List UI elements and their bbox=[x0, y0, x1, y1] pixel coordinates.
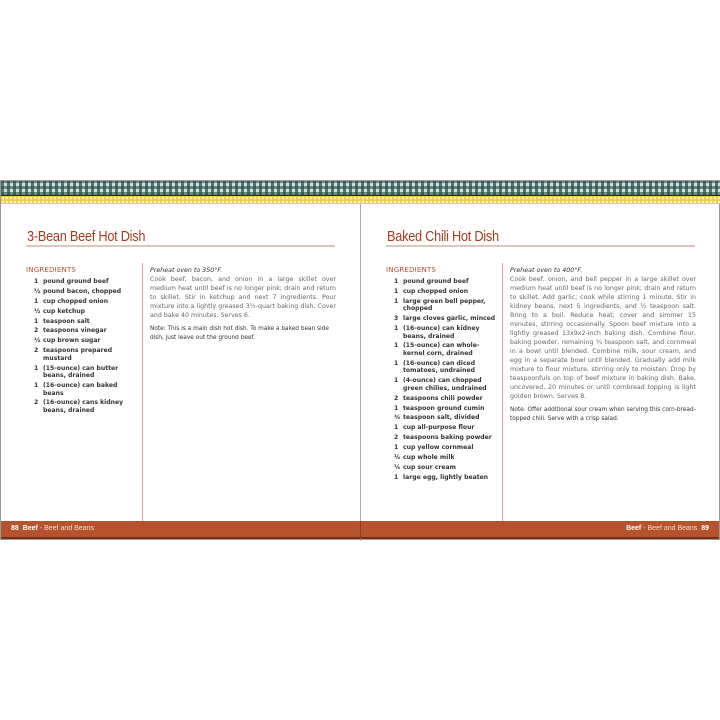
preheat-text: Preheat oven to 350°F. bbox=[150, 267, 223, 274]
page-right bbox=[361, 204, 720, 521]
ingredient-text: cup chopped onion bbox=[43, 297, 109, 305]
ingredient-quantity: ¼ bbox=[394, 463, 401, 471]
ingredient-item bbox=[394, 377, 496, 392]
ingredient-item bbox=[394, 288, 496, 296]
ingredient-quantity: 1 bbox=[394, 377, 399, 385]
footer-divider bbox=[360, 521, 361, 539]
ingredients-heading: INGREDIENTS bbox=[386, 266, 437, 274]
preheat-text: Preheat oven to 400°F. bbox=[510, 267, 583, 274]
recipe-title: 3-Bean Beef Hot Dish bbox=[27, 228, 146, 245]
page-number: 89 bbox=[701, 525, 709, 532]
ingredient-item bbox=[394, 454, 496, 462]
recipe-title: Baked Chili Hot Dish bbox=[387, 228, 499, 245]
ingredient-text: cup whole milk bbox=[403, 453, 455, 461]
ingredient-quantity: 1 bbox=[394, 297, 399, 305]
ingredient-item bbox=[394, 434, 496, 442]
ingredient-item bbox=[34, 337, 136, 345]
ingredient-text: teaspoons prepared mustard bbox=[43, 347, 113, 362]
ingredient-item bbox=[394, 405, 496, 413]
ingredients-heading: INGREDIENTS bbox=[26, 266, 77, 274]
ingredient-text: large egg, lightly beaten bbox=[403, 473, 489, 481]
ingredient-item bbox=[34, 308, 136, 316]
ingredient-item bbox=[34, 288, 136, 296]
section-name: Beef bbox=[626, 525, 642, 532]
ingredient-text: pound ground beef bbox=[403, 278, 469, 285]
ingredient-text: cup ketchup bbox=[43, 307, 86, 315]
ingredient-text: teaspoons vinegar bbox=[43, 327, 107, 335]
ingredient-quantity: ½ bbox=[34, 337, 41, 345]
ingredient-quantity: 1 bbox=[394, 424, 399, 432]
ingredient-quantity: 1 bbox=[34, 364, 39, 372]
ingredient-text: pound ground beef bbox=[43, 278, 109, 285]
ingredient-text: large green bell pepper, chopped bbox=[403, 297, 486, 313]
ingredient-quantity: 2 bbox=[34, 327, 39, 335]
ingredient-item bbox=[34, 365, 136, 380]
ingredient-item bbox=[394, 298, 496, 313]
ingredient-item bbox=[34, 298, 136, 306]
ingredient-text: (16-ounce) can baked beans bbox=[43, 382, 118, 397]
ingredient-quantity: 2 bbox=[394, 434, 399, 442]
method-text: Cook beef, onion, and bell pepper in a large skillet over medium heat until beef is no longer pink; drain and return to skillet. Add garlic; cook while stirring 1 minute. Stir in kidney beans, next 5 ingredients, and ½ teaspoon salt. Bring to a boil. Reduce heat; cover and simmer 15 minutes, stirring occasionally. Spoon beef mixture into a lightly greased 13x9x2-inch baking dish. Combine flour, baking powder, remaining ¼ teaspoon salt, and cornmeal in a bowl until blended. Combine milk, sour cream, and egg in a separate bowl until blended. Gradually add milk mixture to flour mixture, stirring only to moisten. Drop by teaspoonfuls on top of beef mixture in baking dish. Bake, uncovered, 20 minutes or until cornbread topping is light golden brown. Serves 8. bbox=[510, 276, 696, 400]
ingredient-text: cup brown sugar bbox=[43, 337, 101, 345]
ingredient-quantity: ¾ bbox=[394, 414, 401, 422]
ingredient-quantity: ¼ bbox=[394, 453, 401, 461]
gingham-border bbox=[1, 181, 720, 196]
dotted-border bbox=[1, 196, 720, 204]
ingredient-quantity: ½ bbox=[34, 287, 41, 295]
ingredient-text: teaspoon ground cumin bbox=[403, 404, 485, 412]
ingredient-item bbox=[394, 315, 496, 323]
page-number: 88 bbox=[11, 525, 19, 532]
ingredient-quantity: 2 bbox=[34, 399, 39, 407]
ingredient-text: (4-ounce) can chopped green chilies, undrained bbox=[403, 377, 487, 392]
cookbook-spread bbox=[0, 180, 720, 540]
subsection-name: - Beef and Beans bbox=[643, 525, 698, 532]
ingredient-item bbox=[394, 444, 496, 452]
method bbox=[510, 266, 696, 423]
ingredient-quantity: 1 bbox=[34, 382, 39, 390]
ingredient-item bbox=[34, 382, 136, 397]
ingredient-quantity: 1 bbox=[394, 473, 399, 481]
ingredient-quantity: 2 bbox=[34, 347, 39, 355]
ingredient-quantity: 1 bbox=[394, 444, 399, 452]
ingredient-item bbox=[394, 464, 496, 472]
ingredient-quantity: 1 bbox=[394, 325, 399, 333]
ingredient-quantity: 1 bbox=[394, 278, 399, 285]
page-left bbox=[1, 204, 360, 521]
ingredient-quantity: 1 bbox=[34, 317, 39, 325]
ingredient-text: cup sour cream bbox=[403, 463, 456, 471]
note-text: Note: Offer additional sour cream when serving this corn-bread-topped chili. Serve with a crisp salad. bbox=[510, 407, 696, 422]
note-text: Note: This is a main dish hot dish. To make a baked bean side dish, just leave out the ground beef. bbox=[150, 326, 329, 341]
ingredient-text: teaspoon salt bbox=[43, 317, 90, 325]
ingredient-item bbox=[394, 278, 496, 286]
title-rule bbox=[386, 245, 695, 247]
ingredient-quantity: 3 bbox=[394, 315, 399, 323]
footer-left bbox=[11, 525, 94, 532]
column-divider bbox=[502, 263, 503, 521]
ingredient-item bbox=[34, 318, 136, 326]
ingredient-text: (16-ounce) can kidney beans, drained bbox=[403, 325, 480, 340]
ingredient-quantity: 1 bbox=[394, 342, 399, 350]
ingredient-item bbox=[394, 414, 496, 422]
ingredient-item bbox=[34, 399, 136, 414]
ingredient-text: teaspoons chili powder bbox=[403, 394, 483, 402]
ingredient-text: pound bacon, chopped bbox=[43, 287, 122, 295]
ingredient-item bbox=[394, 325, 496, 340]
ingredient-item bbox=[34, 347, 136, 362]
footer-bar bbox=[1, 521, 719, 539]
ingredient-item bbox=[394, 342, 496, 357]
method-text: Cook beef, bacon, and onion in a large skillet over medium heat until beef is no longer pink; drain and return to skillet. Stir in ketchup and next 7 ingredients. Pour mixture into a lightly greased 3½-quart baking dish. Cover and bake 40 minutes. Serves 6. bbox=[150, 276, 336, 319]
ingredient-list bbox=[34, 278, 136, 417]
ingredient-item bbox=[394, 395, 496, 403]
ingredient-quantity: 1 bbox=[394, 404, 399, 412]
ingredient-item bbox=[394, 474, 496, 482]
ingredient-item bbox=[34, 327, 136, 335]
ingredient-quantity: 1 bbox=[394, 359, 399, 367]
ingredient-list bbox=[394, 278, 496, 484]
ingredient-item bbox=[34, 278, 136, 286]
ingredient-text: cup yellow cornmeal bbox=[403, 444, 474, 452]
ingredient-text: cup all-purpose flour bbox=[403, 424, 475, 432]
column-divider bbox=[142, 263, 143, 521]
method bbox=[150, 266, 336, 342]
ingredient-text: cup chopped onion bbox=[403, 287, 469, 295]
ingredient-item bbox=[394, 424, 496, 432]
ingredient-text: (16-ounce) can diced tomatoes, undrained bbox=[403, 359, 476, 375]
subsection-name: - Beef and Beans bbox=[39, 525, 94, 532]
footer-right bbox=[626, 525, 709, 532]
ingredient-text: (16-ounce) cans kidney beans, drained bbox=[43, 399, 124, 414]
ingredient-text: teaspoon salt, divided bbox=[403, 414, 480, 422]
ingredient-text: (15-ounce) can whole-kernel corn, drained bbox=[403, 342, 480, 357]
ingredient-quantity: 2 bbox=[394, 394, 399, 402]
ingredient-text: (15-ounce) can butter beans, drained bbox=[43, 364, 119, 380]
title-rule bbox=[26, 245, 335, 247]
ingredient-quantity: ½ bbox=[34, 307, 41, 315]
ingredient-text: large cloves garlic, minced bbox=[403, 315, 496, 323]
ingredient-quantity: 1 bbox=[34, 297, 39, 305]
ingredient-item bbox=[394, 360, 496, 375]
ingredient-quantity: 1 bbox=[34, 278, 39, 285]
section-name: Beef bbox=[22, 525, 38, 532]
ingredient-text: teaspoons baking powder bbox=[403, 434, 492, 442]
ingredient-quantity: 1 bbox=[394, 287, 399, 295]
